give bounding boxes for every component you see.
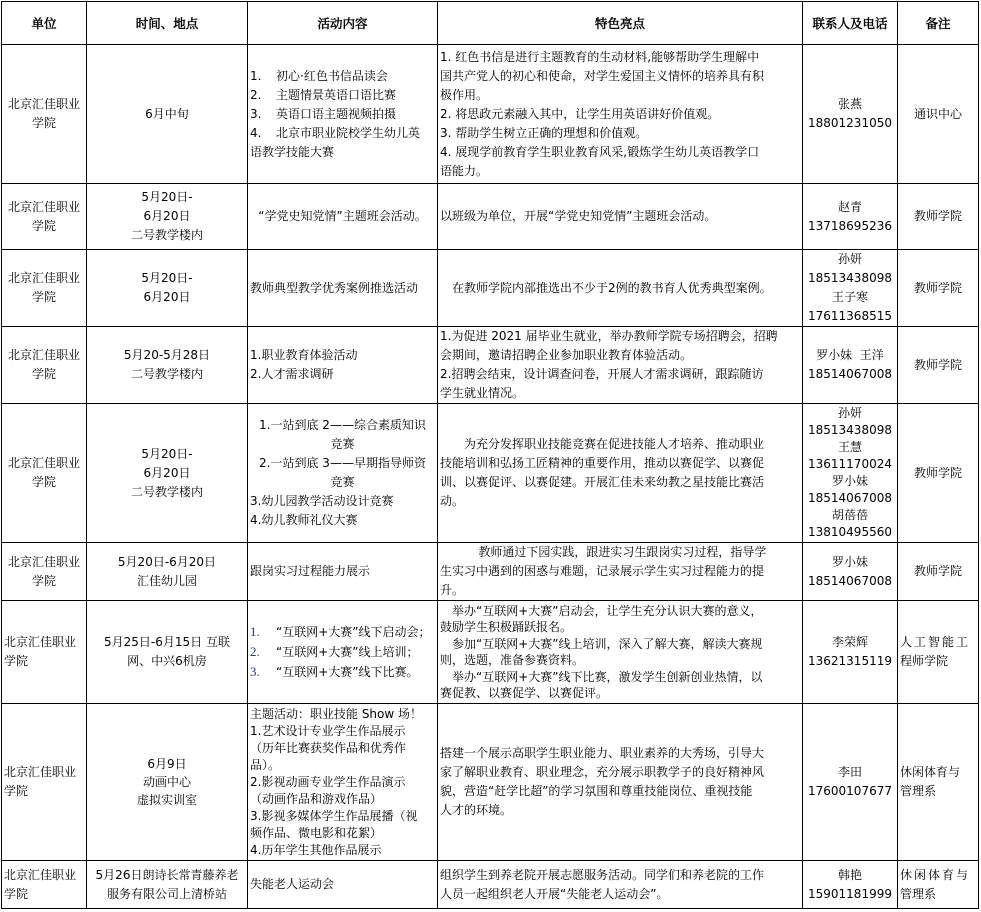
note-cell: 教师学院 [898, 184, 979, 250]
highlights-cell: 教师通过下园实践，跟进实习生跟岗实习过程，指导学 生实习中遇到的困惑与难题，记录展示学生实习过程能力的提 升。 [438, 543, 803, 601]
activities-cell: 主题活动：职业技能 Show 场！ 1.艺术设计专业学生作品展示 （历年比赛获奖作品和优秀作 品）。 2.影视动画专业学生作品演示 （动画作品和游戏作品） 3.影视多媒体学生作品展播（视 频作品、微电影和花絮） 4.历年学生其他作品展示 [248, 704, 438, 861]
contact-cell: 罗小妹 王洋 18514067008 [803, 327, 898, 404]
activities-cell: 1.一站到底 2——综合素质知识 竞赛 2.一站到底 3——早期指导师资 竞赛 3.幼儿园教学活动设计竞赛 4.幼儿教师礼仪大赛 [248, 404, 438, 543]
header-activities: 活动内容 [248, 2, 438, 45]
table-row [2, 404, 979, 543]
table-row [2, 543, 979, 601]
activity-item: 语教学技能大赛 [250, 144, 335, 159]
time-place-cell: 5月20日- 6月20日 二号教学楼内 [87, 184, 248, 250]
unit-cell: 北京汇佳职业 学院 [2, 327, 87, 404]
note-cell: 人工智能工 程师学院 [898, 601, 979, 704]
contact-cell: 赵青 13718695236 [803, 184, 898, 250]
time-place-cell: 5月20日- 6月20日 [87, 250, 248, 327]
highlights-cell: 1. 红色书信是进行主题教育的生动材料,能够帮助学生理解中 国共产党人的初心和使命，对学生爱国主义情怀的培养具有积 极作用。 2. 将思政元素融入其中，让学生用英语讲好价值观。 3. 帮助学生树立正确的理想和价值观。 4. 展现学前教育学生职业教育风采,锻炼学生幼儿英语教学口 语能力。 [438, 45, 803, 184]
note-cell: 通识中心 [898, 45, 979, 184]
table-row [2, 250, 979, 327]
time-place-cell: 6月9日 动画中心 虚拟实训室 [87, 704, 248, 861]
activities-cell [248, 45, 438, 184]
note-cell: 休闲体育与 管理系 [898, 704, 979, 861]
highlights-cell: 搭建一个展示高职学生职业能力、职业素养的大秀场，引导大 家了解职业教育、职业理念，充分展示职教学子的良好精神风 貌，营造“赶学比超”的学习氛围和尊重技能岗位、重视技能 人才的环境。 [438, 704, 803, 861]
header-highlights: 特色亮点 [438, 2, 803, 45]
table-row [2, 45, 979, 184]
activity-item: 2. “互联网+大赛”线上培训； [250, 644, 419, 659]
unit-cell: 北京汇佳职业 学院 [2, 861, 87, 909]
highlights-cell: 以班级为单位，开展“学党史知党情”主题班会活动。 [438, 184, 803, 250]
note-cell: 教师学院 [898, 404, 979, 543]
contact-cell: 韩艳 15901181999 [803, 861, 898, 909]
note-cell: 教师学院 [898, 250, 979, 327]
activity-item: 1. 初心·红色书信品读会 [250, 68, 388, 83]
activities-cell: 失能老人运动会 [248, 861, 438, 909]
time-place-cell: 5月20日- 6月20日 二号教学楼内 [87, 404, 248, 543]
unit-cell: 北京汇佳职业 学院 [2, 184, 87, 250]
time-place-cell: 5月20-5月28日 二号教学楼内 [87, 327, 248, 404]
unit-cell: 北京汇佳职业 学院 [2, 45, 87, 184]
activity-item: 4. 北京市职业院校学生幼儿英 [250, 125, 421, 140]
highlights-cell: 在教师学院内部推选出不少于2例的教书育人优秀典型案例。 [438, 250, 803, 327]
unit-cell: 北京汇佳职业 学院 [2, 704, 87, 861]
time-place-cell: 5月25日-6月15日 互联 网、中兴6机房 [87, 601, 248, 704]
highlights-cell: 举办“互联网+大赛”启动会，让学生充分认识大赛的意义， 鼓励学生积极踊跃报名。 参加“互联网+大赛”线上培训，深入了解大赛，解读大赛规 则，选题，准备参赛资料。 举办“互联网+大赛”线下比赛，激发学生创新创业热情，以 赛促教、以赛促学、以赛促评。 [438, 601, 803, 704]
header-note: 备注 [898, 2, 979, 45]
activities-cell: 跟岗实习过程能力展示 [248, 543, 438, 601]
unit-cell: 北京汇佳职业 学院 [2, 543, 87, 601]
activity-table [1, 1, 979, 909]
note-cell: 教师学院 [898, 543, 979, 601]
header-contact: 联系人及电话 [803, 2, 898, 45]
activities-cell: 1.职业教育体验活动 2.人才需求调研 [248, 327, 438, 404]
contact-cell: 李荣辉 13621315119 [803, 601, 898, 704]
note-cell: 休闲体育与 管理系 [898, 861, 979, 909]
activities-cell [248, 601, 438, 704]
unit-cell: 北京汇佳职业 学院 [2, 250, 87, 327]
activity-item: 3. 英语口语主题视频拍摄 [250, 106, 397, 121]
contact-cell: 李田 17600107677 [803, 704, 898, 861]
activity-item: 3. “互联网+大赛”线下比赛。 [250, 664, 419, 679]
activities-cell: 教师典型教学优秀案例推选活动 [248, 250, 438, 327]
unit-cell: 北京汇佳职业 学院 [2, 404, 87, 543]
table-row [2, 184, 979, 250]
unit-cell: 北京汇佳职业 学院 [2, 601, 87, 704]
contact-cell: 张燕 18801231050 [803, 45, 898, 184]
header-time-place: 时间、地点 [87, 2, 248, 45]
table-row [2, 861, 979, 909]
time-place-cell: 6月中旬 [87, 45, 248, 184]
contact-cell: 罗小妹 18514067008 [803, 543, 898, 601]
time-place-cell: 5月26日朗诗长常青藤养老 服务有限公司上清桥站 [87, 861, 248, 909]
activities-cell: “学党史知党情”主题班会活动。 [248, 184, 438, 250]
contact-cell: 孙妍 18513438098 王子寒 17611368515 [803, 250, 898, 327]
time-place-cell: 5月20日-6月20日 汇佳幼儿园 [87, 543, 248, 601]
header-row [2, 2, 979, 45]
activity-item: 2. 主题情景英语口语比赛 [250, 87, 397, 102]
highlights-cell: 为充分发挥职业技能竞赛在促进技能人才培养、推动职业 技能培训和弘扬工匠精神的重要作用，推动以赛促学、以赛促 训、以赛促评、以赛促建。开展汇佳未来幼教之星技能比赛活 动。 [438, 404, 803, 543]
highlights-cell: 1.为促进 2021 届毕业生就业，举办教师学院专场招聘会，招聘 会期间，邀请招聘企业参加职业教育体验活动。 2.招聘会结束，设计调查问卷，开展人才需求调研，跟踪随访 学生就业情况。 [438, 327, 803, 404]
note-cell: 教师学院 [898, 327, 979, 404]
activity-item: 1. “互联网+大赛”线下启动会； [250, 624, 431, 639]
contact-cell: 孙妍 18513438098 王慧 13611170024 罗小妹 18514067008 胡蓓蓓 13810495560 [803, 404, 898, 543]
table-row [2, 704, 979, 861]
highlights-cell: 组织学生到养老院开展志愿服务活动。同学们和养老院的工作 人员一起组织老人开展“失能老人运动会”。 [438, 861, 803, 909]
table-row [2, 327, 979, 404]
header-unit: 单位 [2, 2, 87, 45]
table-row [2, 601, 979, 704]
